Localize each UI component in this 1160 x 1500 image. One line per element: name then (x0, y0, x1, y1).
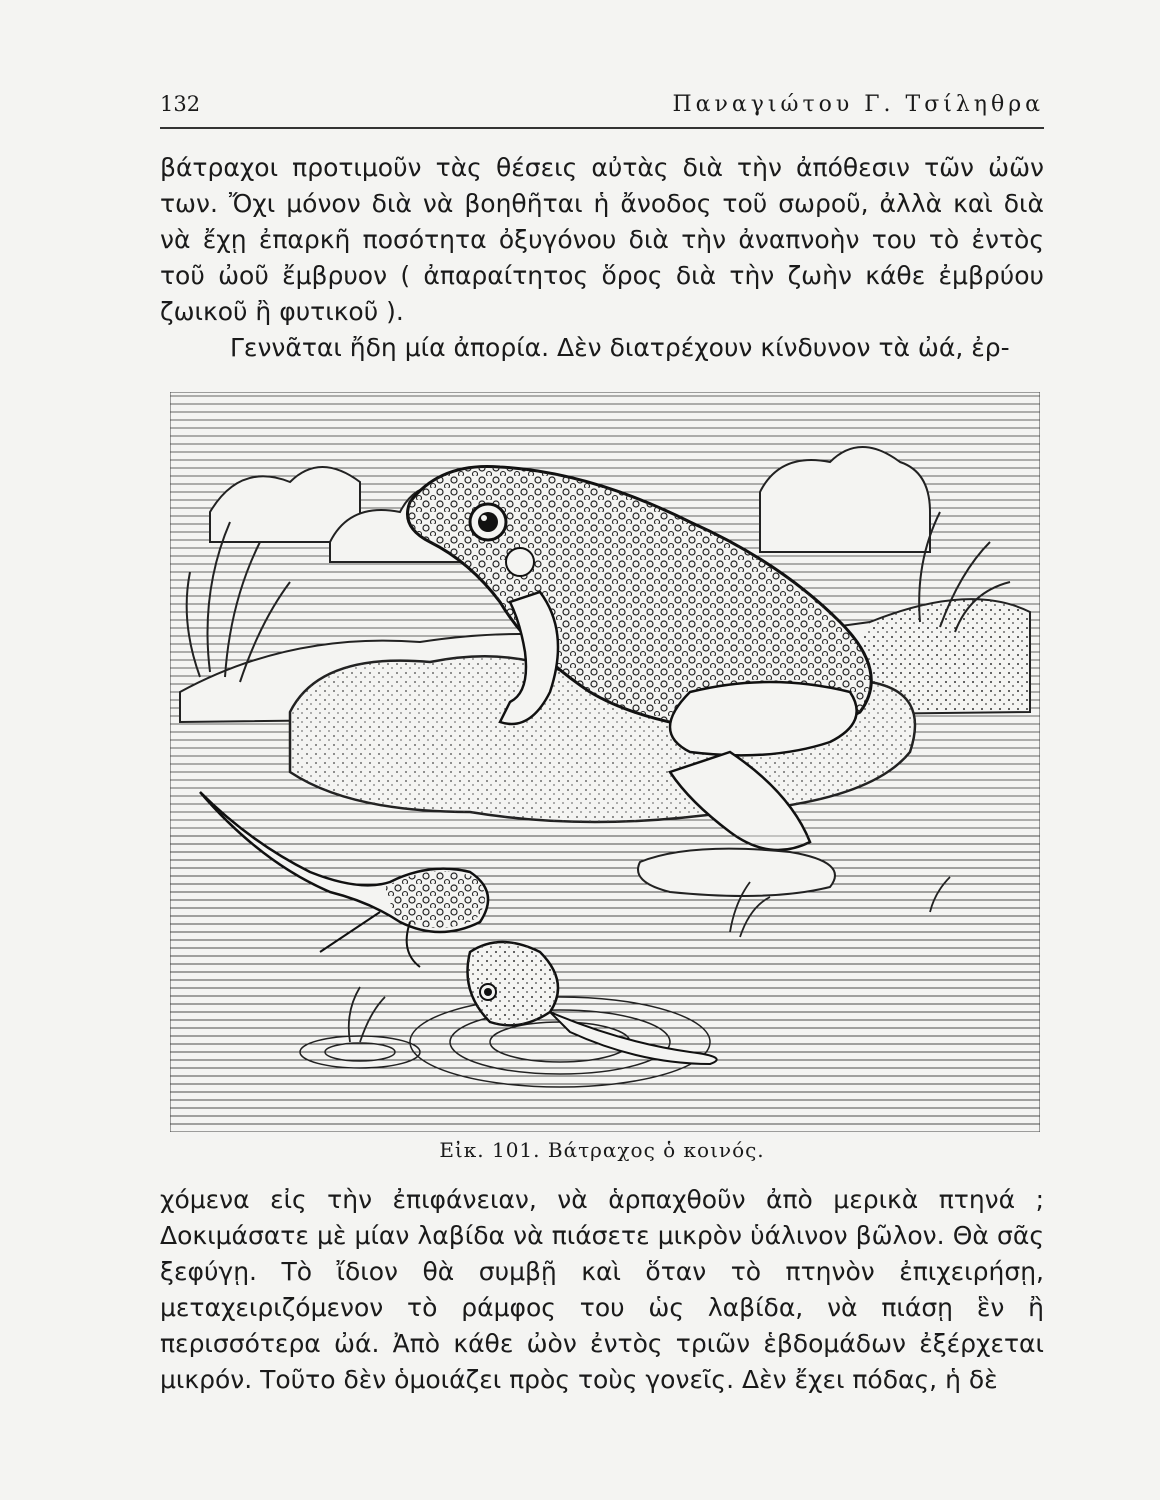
paragraph: βάτραχοι προτιμοῦν τὰς θέσεις αὐτὰς διὰ τὴν ἀπόθεσιν τῶν ὠῶν των. Ὄχι μόνον διὰ νὰ βοηθῆται ἡ ἄνοδος τοῦ σωροῦ, ἀλλὰ καὶ διὰ νὰ ἔχῃ ἐπαρκῆ ποσότητα ὀξυγόνου διὰ τὴν ἀναπνοὴν του τὸ ἐντὸς τοῦ ὠοῦ ἔμβρυον ( ἀπαραίτητος ὅρος διὰ τὴν ζωὴν κάθε ἐμβρύου ζωικοῦ ἢ φυτικοῦ ). (160, 153, 1044, 326)
text-block-top (160, 150, 1044, 366)
page-number: 132 (160, 92, 201, 116)
frog-illustration (170, 392, 1040, 1132)
header-rule (160, 127, 1044, 129)
paragraph: Γεννᾶται ἤδη μία ἀπορία. Δὲν διατρέχουν κίνδυνον τὰ ὠά, ἐρ- (230, 333, 1010, 362)
text-block-bottom (160, 1182, 1044, 1398)
frog-engraving (170, 392, 1040, 1132)
paragraph: χόμενα εἰς τὴν ἐπιφάνειαν, νὰ ἁρπαχθοῦν ἀπὸ μερικὰ πτηνά ; Δοκιμάσατε μὲ μίαν λαβίδα νὰ πιάσετε μικρὸν ὑάλινον βῶλον. Θὰ σᾶς ξεφύγῃ. Τὸ ἴδιον θὰ συμβῇ καὶ ὅταν τὸ πτηνὸν ἐπιχειρήσῃ, μεταχειριζόμενον τὸ ράμφος του ὡς λαβίδα, νὰ πιάσῃ ἓν ἢ περισσότερα ὠά. Ἀπὸ κάθε ὠὸν ἐντὸς τριῶν ἑβδομάδων ἐξέρχεται μικρόν. Τοῦτο δὲν ὁμοιάζει πρὸς τοὺς γονεῖς. Δὲν ἔχει πόδας, ἡ δὲ (160, 1185, 1044, 1394)
figure-caption: Εἰκ. 101. Βάτραχος ὁ κοινός. (439, 1138, 765, 1162)
page-header (160, 92, 1044, 122)
running-head: Παναγιώτου Γ. Τσίληθρα (672, 92, 1044, 117)
